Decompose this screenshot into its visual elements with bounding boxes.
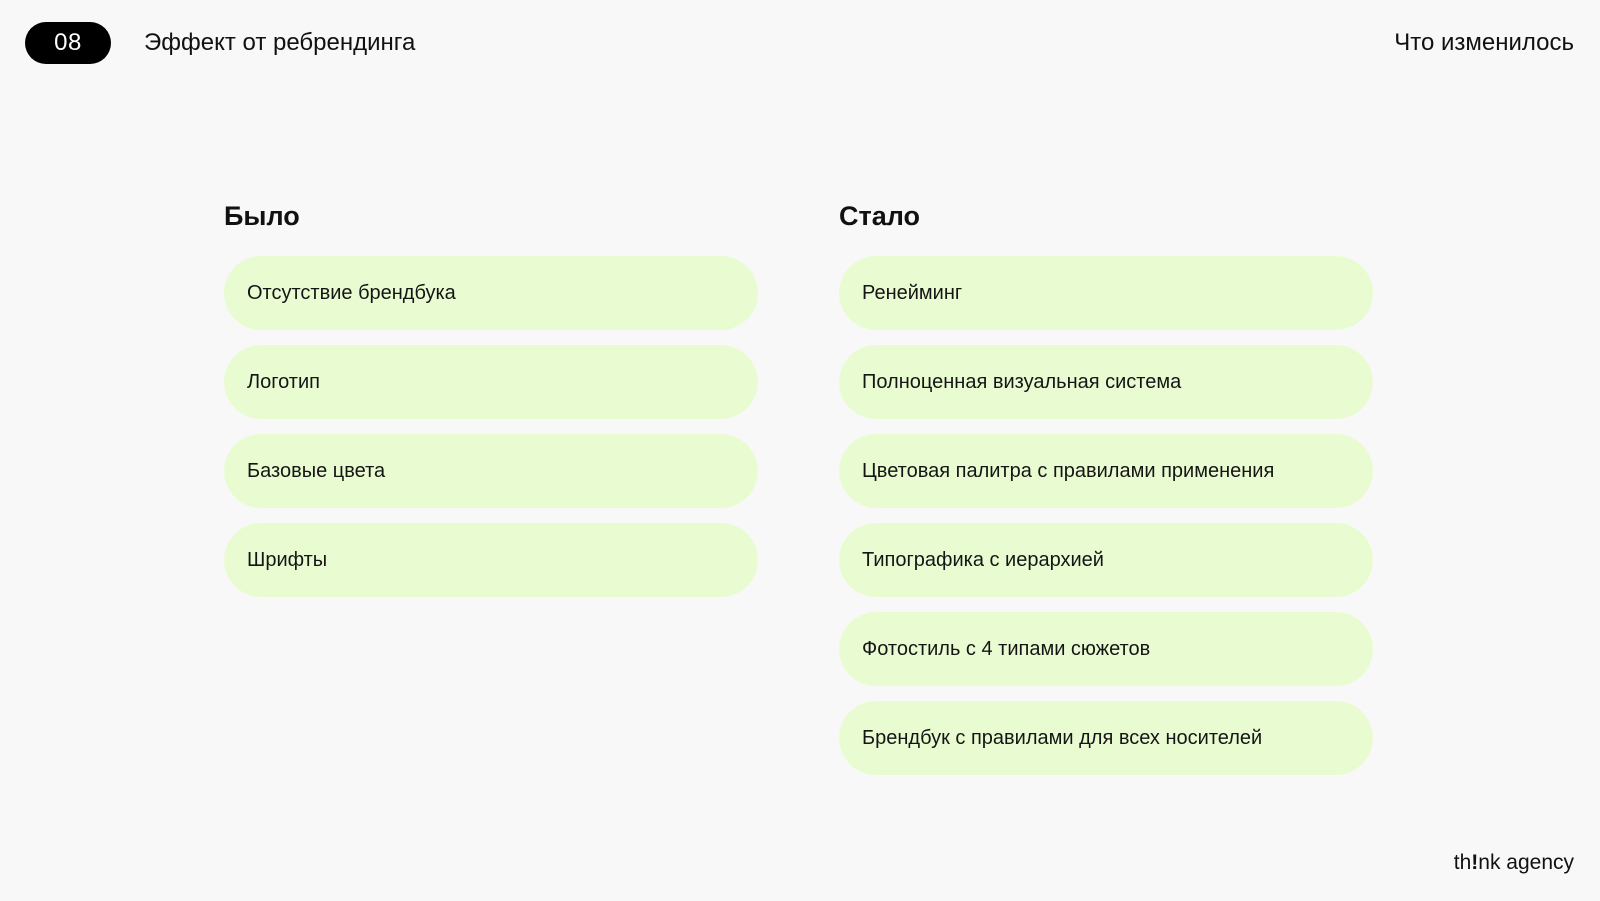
after-item: Цветовая палитра с правилами применения — [839, 434, 1373, 508]
before-heading: Было — [224, 201, 300, 231]
page-number-badge: 08 — [25, 22, 111, 64]
brand-logo-part: th — [1453, 851, 1472, 874]
after-item: Полноценная визуальная система — [839, 345, 1373, 419]
after-item: Брендбук с правилами для всех носителей — [839, 701, 1373, 775]
after-item: Типографика с иерархией — [839, 523, 1373, 597]
brand-logo-part: nk agency — [1478, 851, 1574, 874]
after-heading: Стало — [839, 201, 921, 231]
slide-title: Эффект от ребрендинга — [144, 29, 416, 56]
after-item: Фотостиль с 4 типами сюжетов — [839, 612, 1373, 686]
after-column — [839, 198, 1373, 790]
before-item: Отсутствие брендбука — [224, 256, 758, 330]
before-list — [224, 256, 758, 597]
brand-logo — [1454, 851, 1574, 875]
brand-logo-mark: ! — [1471, 851, 1479, 874]
before-column — [224, 198, 758, 612]
before-item: Базовые цвета — [224, 434, 758, 508]
before-item: Шрифты — [224, 523, 758, 597]
before-item: Логотип — [224, 345, 758, 419]
after-item: Ренейминг — [839, 256, 1373, 330]
after-list — [839, 256, 1373, 775]
section-label: Что изменилось — [1394, 29, 1574, 56]
